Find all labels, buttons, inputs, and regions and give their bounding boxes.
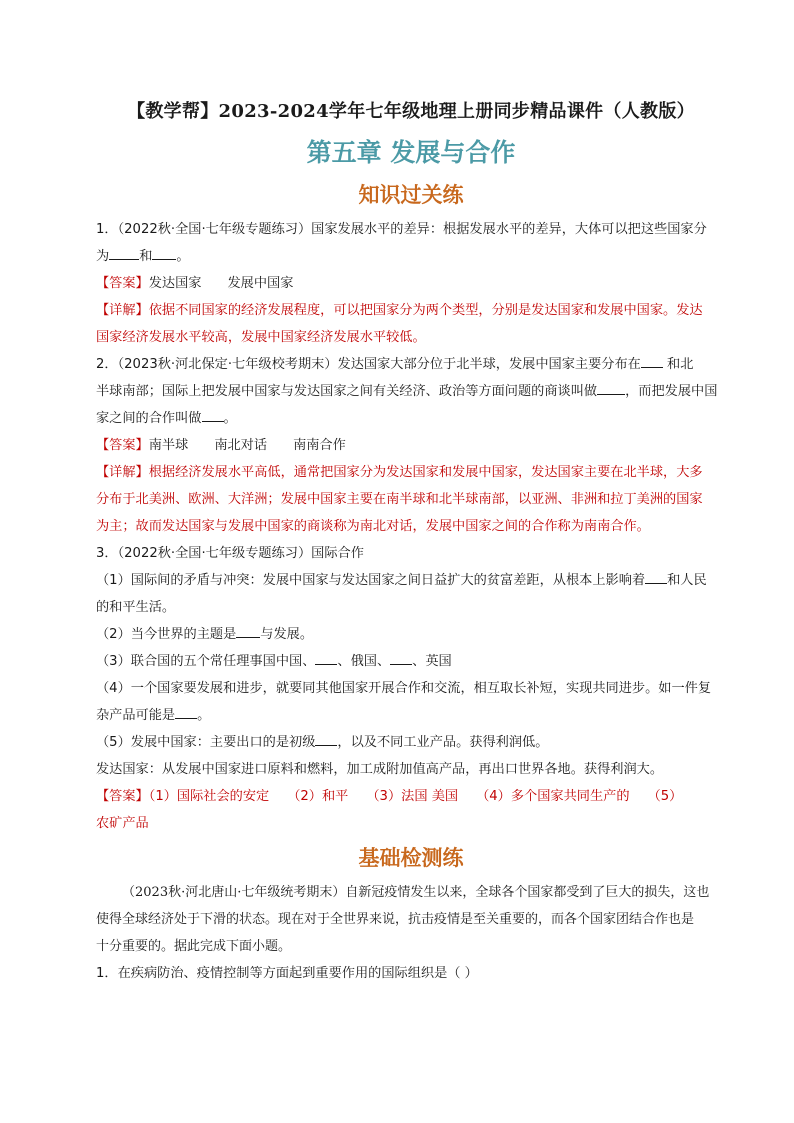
question-text: 。 <box>197 708 211 723</box>
question-3-sub-5 <box>96 729 726 756</box>
question-2-line-3 <box>96 405 726 432</box>
question-3-sub-4: （4）一个国家要发展和进步，就要同其他国家开展合作和交流，相互取长补短，实现共同进步。如一件复 <box>96 681 712 696</box>
question-3-sub-2 <box>96 621 726 648</box>
reading-passage-line-1: （2023秋·河北唐山·七年级统考期末）自新冠疫情发生以来，全球各个国家都受到了巨大的损失，这也 <box>122 885 710 900</box>
detail-tag: 【详解】 <box>96 303 149 318</box>
answer-text: 南半球 <box>148 438 189 453</box>
answer-line <box>96 270 726 297</box>
section-title-basic: 基础检测练 <box>358 845 464 870</box>
question-2-line-2 <box>96 378 726 405</box>
question-3-sub-3 <box>96 648 726 675</box>
question-text: 和北 <box>662 357 694 372</box>
reading-passage-line-2: 使得全球经济处于下滑的状态。现在对于全世界来说，抗击疫情是至关重要的，而各个国家团结合作也是 <box>96 912 695 927</box>
section-title-knowledge: 知识过关练 <box>358 182 464 207</box>
question-text: 家之间的合作叫做 <box>96 411 202 426</box>
answer-blank <box>236 623 260 638</box>
answer-text: 南南合作 <box>293 438 346 453</box>
answer-blank <box>175 704 197 719</box>
answer-blank <box>315 650 337 665</box>
document-title: 【教学帮】2023-2024学年七年级地理上册同步精品课件（人教版） <box>127 101 695 122</box>
answer-tag: 【答案】 <box>96 276 149 291</box>
question-text: （2）当今世界的主题是 <box>96 627 237 642</box>
question-text: 和 <box>139 249 153 264</box>
answer-text: （5） <box>647 789 683 804</box>
answer-blank <box>641 353 663 368</box>
answer-blank <box>390 650 412 665</box>
question-1-line-1: 1．（2022秋·全国·七年级专题练习）国家发展水平的差异：根据发展水平的差异，大体可以把这些国家分 <box>96 222 707 237</box>
answer-line <box>96 432 726 459</box>
answer-blank <box>645 569 667 584</box>
reading-passage-line-3: 十分重要的。据此完成下面小题。 <box>96 939 292 954</box>
question-1-line-2 <box>96 243 726 270</box>
question-text: （5）发展中国家：主要出口的是初级 <box>96 735 316 750</box>
answer-text: （4）多个国家共同生产的 <box>476 789 630 804</box>
question-3-stem: 3．（2022秋·全国·七年级专题练习）国际合作 <box>96 546 364 561</box>
answer-blank <box>202 407 224 422</box>
answer-line <box>96 783 726 810</box>
question-text: 、俄国、 <box>337 654 391 669</box>
answer-blank <box>315 731 337 746</box>
question-text: 半球南部；国际上把发展中国家与发达国家之间有关经济、政治等方面问题的商谈叫做 <box>96 384 598 399</box>
question-3-sub-4-cont <box>96 702 726 729</box>
question-3-sub-5-cont: 发达国家：从发展中国家进口原料和燃料，加工成附加值高产品，再出口世界各地。获得利润大。 <box>96 762 664 777</box>
question-4: 1．在疾病防治、疫情控制等方面起到重要作用的国际组织是（ ） <box>96 966 478 981</box>
detail-line: 分布于北美洲、欧洲、大洋洲；发展中国家主要在南半球和北半球南部，以亚洲、非洲和拉丁美洲的国家 <box>96 492 703 507</box>
question-text: 。 <box>176 249 190 264</box>
question-3-sub-1 <box>96 567 726 594</box>
question-text: 为 <box>96 249 110 264</box>
detail-line: 为主；故而发达国家与发展中国家的商谈称为南北对话，发展中国家之间的合作称为南南合作。 <box>96 519 650 534</box>
answer-text: （2）和平 <box>287 789 349 804</box>
detail-line <box>96 459 726 486</box>
question-text: 。 <box>223 411 237 426</box>
answer-blank <box>597 380 625 395</box>
question-text: 2．（2023秋·河北保定·七年级校考期末）发达国家大部分位于北半球，发展中国家主要分布在 <box>96 357 641 372</box>
detail-line <box>96 297 726 324</box>
detail-text: 依据不同国家的经济发展程度，可以把国家分为两个类型，分别是发达国家和发展中国家。发达 <box>148 303 703 318</box>
chapter-title: 第五章 发展与合作 <box>306 138 516 167</box>
question-text: 与发展。 <box>260 627 314 642</box>
answer-tag: 【答案】 <box>96 438 149 453</box>
answer-blank <box>109 245 139 260</box>
question-text: ，以及不同工业产品。获得利润低。 <box>337 735 549 750</box>
detail-text: 根据经济发展水平高低，通常把国家分为发达国家和发展中国家，发达国家主要在北半球，大多 <box>148 465 703 480</box>
answer-text: 南北对话 <box>214 438 268 453</box>
answer-text: （3）法国 美国 <box>366 789 459 804</box>
answer-text: （1）国际社会的安定 <box>148 789 270 804</box>
answer-tag: 【答案】 <box>96 789 149 804</box>
question-text: （3）联合国的五个常任理事国中国、 <box>96 654 316 669</box>
question-text: 杂产品可能是 <box>96 708 176 723</box>
question-3-sub-1-cont: 的和平生活。 <box>96 600 176 615</box>
question-text: （1）国际间的矛盾与冲突：发展中国家与发达国家之间日益扩大的贫富差距，从根本上影响着 <box>96 573 646 588</box>
question-text: 、英国 <box>412 654 452 669</box>
question-2-line-1 <box>96 351 726 378</box>
detail-line: 国家经济发展水平较高，发展中国家经济发展水平较低。 <box>96 330 426 345</box>
answer-text: 发达国家 <box>148 276 202 291</box>
question-text: ，而把发展中国 <box>625 384 718 399</box>
answer-text: 发展中国家 <box>227 276 294 291</box>
detail-tag: 【详解】 <box>96 465 149 480</box>
answer-blank <box>152 245 176 260</box>
answer-line-cont: 农矿产品 <box>96 816 149 831</box>
question-text: 和人民 <box>667 573 707 588</box>
